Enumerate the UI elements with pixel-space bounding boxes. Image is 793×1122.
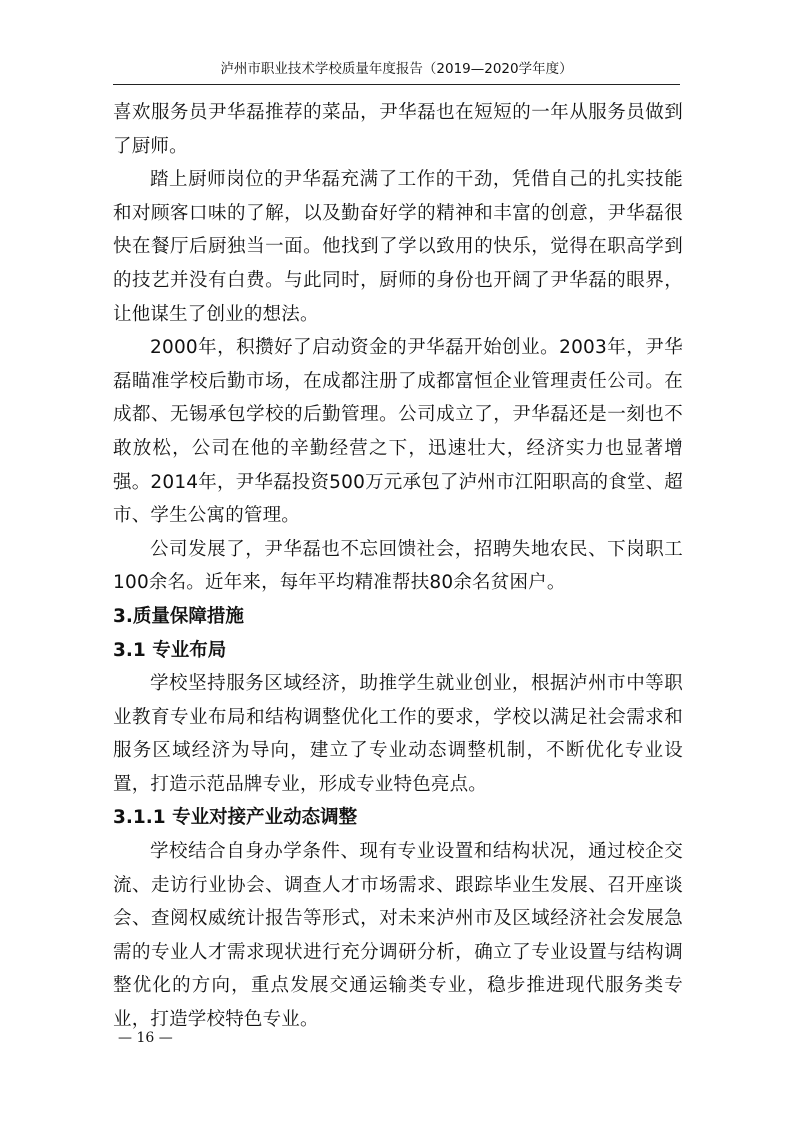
subsubsection-heading-dynamic-adjustment: 3.1.1 专业对接产业动态调整 [113, 807, 358, 829]
paragraph-dynamic-adjustment: 学校结合自身办学条件、现有专业设置和结构状况，通过校企交流、走访行业协会、调查人才市场需求、跟踪毕业生发展、召开座谈会、查阅权威统计报告等形式，对未来泸州市及区域经济社会发展急需的专业人才需求现状进行充分调研分析，确立了专业设置与结构调整优化的方向，重点发展交通运输类专业，稳步推进现代服务类专业，打造学校特色专业。 [113, 841, 683, 1031]
paragraph-social-return: 公司发展了，尹华磊也不忘回馈社会，招聘失地农民、下岗职工100余名。近年来，每年平均精准帮扶80余名贫困户。 [113, 538, 683, 594]
paragraph-major-layout: 学校坚持服务区域经济，助推学生就业创业，根据泸州市中等职业教育专业布局和结构调整优化工作的要求，学校以满足社会需求和服务区域经济为导向，建立了专业动态调整机制，不断优化专业设置，打造示范品牌专业，形成专业特色亮点。 [113, 673, 683, 795]
paragraph-entrepreneurship: 2000年，积攒好了启动资金的尹华磊开始创业。2003年，尹华磊瞄准学校后勤市场，在成都注册了成都富恒企业管理责任公司。在成都、无锡承包学校的后勤管理。公司成立了，尹华磊还是一刻也不敢放松，公司在他的辛勤经营之下，迅速壮大，经济实力也显著增强。2014年，尹华磊投资500万元承包了泸州市江阳职高的食堂、超市、学生公寓的管理。 [113, 337, 683, 527]
section-heading-quality-assurance: 3.质量保障措施 [113, 605, 244, 627]
running-header: 泸州市职业技术学校质量年度报告（2019—2020学年度） [220, 61, 573, 77]
subsection-heading-major-layout: 3.1 专业布局 [113, 639, 227, 661]
paragraph-chef-career: 踏上厨师岗位的尹华磊充满了工作的干劲，凭借自己的扎实技能和对顾客口味的了解，以及勤奋好学的精神和丰富的创意，尹华磊很快在餐厅后厨独当一面。他找到了学以致用的快乐，觉得在职高学到的技艺并没有白费。与此同时，厨师的身份也开阔了尹华磊的眼界，让他谋生了创业的想法。 [113, 169, 683, 325]
page-body [113, 96, 683, 1037]
page-number: — 16 — [118, 1030, 173, 1046]
paragraph-continuation: 喜欢服务员尹华磊推荐的菜品，尹华磊也在短短的一年从服务员做到了厨师。 [113, 102, 683, 157]
header-divider [113, 84, 680, 85]
